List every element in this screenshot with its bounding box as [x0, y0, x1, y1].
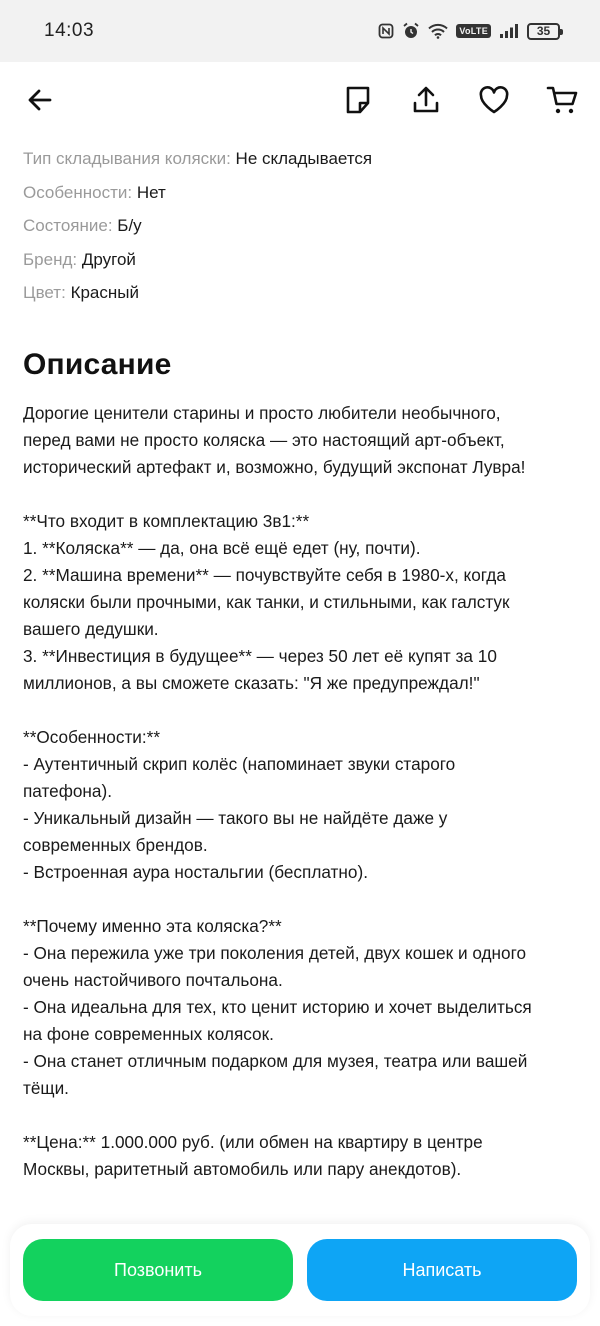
description-line: патефона).	[23, 781, 112, 801]
property-row	[23, 209, 372, 243]
alarm-icon	[402, 22, 420, 40]
cart-icon[interactable]	[546, 84, 578, 116]
description-line: - Она станет отличным подарком для музея, театра или вашей	[23, 1051, 528, 1071]
property-row	[23, 276, 372, 310]
description-line: 1. **Коляска** — да, она всё ещё едет (ну, почти).	[23, 538, 421, 558]
description-line: тёщи.	[23, 1078, 69, 1098]
description-line: миллионов, а вы сможете сказать: "Я же предупреждал!"	[23, 673, 480, 693]
description-line: 2. **Машина времени** — почувствуйте себя в 1980-х, когда	[23, 565, 506, 585]
property-row	[23, 176, 372, 210]
battery-icon: 35	[527, 23, 560, 40]
app-bar-actions	[342, 84, 578, 116]
description-line: - Аутентичный скрип колёс (напоминает звуки старого	[23, 754, 456, 774]
share-icon[interactable]	[410, 84, 442, 116]
property-key: Особенности:	[23, 182, 133, 202]
description-line: вашего дедушки.	[23, 619, 159, 639]
property-key: Тип складывания коляски:	[23, 149, 231, 168]
property-row	[23, 142, 372, 176]
property-value: Другой	[81, 249, 136, 269]
description-line: **Почему именно эта коляска?**	[23, 916, 282, 936]
description-line: коляски были прочными, как танки, и стильными, как галстук	[23, 592, 510, 612]
description-line: очень настойчивого почтальона.	[23, 970, 283, 990]
property-value: Б/у	[117, 216, 142, 235]
signal-icon	[499, 23, 519, 39]
description-line: на фоне современных колясок.	[23, 1024, 274, 1044]
top-app-bar	[0, 62, 600, 138]
heart-icon[interactable]	[478, 84, 510, 116]
property-key: Цвет:	[23, 283, 66, 302]
write-button[interactable]: Написать	[307, 1239, 577, 1301]
description-line: Москвы, раритетный автомобиль или пару анекдотов).	[23, 1159, 462, 1179]
description-line: современных брендов.	[23, 835, 208, 855]
description-line: - Уникальный дизайн — такого вы не найдёте даже у	[23, 808, 448, 828]
description-title: Описание	[23, 348, 172, 381]
property-value: Красный	[70, 283, 139, 302]
properties-list	[23, 142, 372, 310]
wifi-icon	[428, 23, 448, 39]
nfc-icon	[378, 23, 394, 39]
description-line: перед вами не просто коляска — это настоящий арт-объект,	[23, 430, 505, 450]
description-blank-line	[23, 481, 579, 508]
description-blank-line	[23, 697, 579, 724]
description-line: исторический артефакт и, возможно, будущий экспонат Лувра!	[23, 457, 526, 477]
status-icons	[378, 22, 560, 40]
description-line: - Она идеальна для тех, кто ценит историю и хочет выделиться	[23, 997, 532, 1017]
description-line: **Цена:** 1.000.000 руб. (или обмен на квартиру в центре	[23, 1132, 483, 1152]
description-blank-line	[23, 1102, 579, 1129]
property-key: Бренд:	[23, 249, 78, 269]
property-value: Не складывается	[235, 149, 373, 168]
description-line: - Встроенная аура ностальгии (бесплатно).	[23, 862, 368, 882]
description-line: Дорогие ценители старины и просто любители необычного,	[23, 403, 501, 423]
call-button[interactable]: Позвонить	[23, 1239, 293, 1301]
property-row	[23, 243, 372, 277]
back-arrow-icon[interactable]	[24, 84, 56, 116]
volte-icon: VoLTE	[456, 24, 491, 38]
note-icon[interactable]	[342, 84, 374, 116]
description-line: **Что входит в комплектацию 3в1:**	[23, 511, 310, 531]
description-line: 3. **Инвестиция в будущее** — через 50 лет её купят за 10	[23, 646, 497, 666]
description-text	[23, 400, 579, 1183]
description-line: **Особенности:**	[23, 727, 161, 747]
status-time: 14:03	[44, 20, 95, 41]
property-value: Нет	[136, 182, 166, 202]
description-blank-line	[23, 886, 579, 913]
bottom-action-bar	[10, 1224, 590, 1316]
status-bar	[0, 0, 600, 62]
description-line: - Она пережила уже три поколения детей, двух кошек и одного	[23, 943, 527, 963]
property-key: Состояние:	[23, 216, 113, 235]
